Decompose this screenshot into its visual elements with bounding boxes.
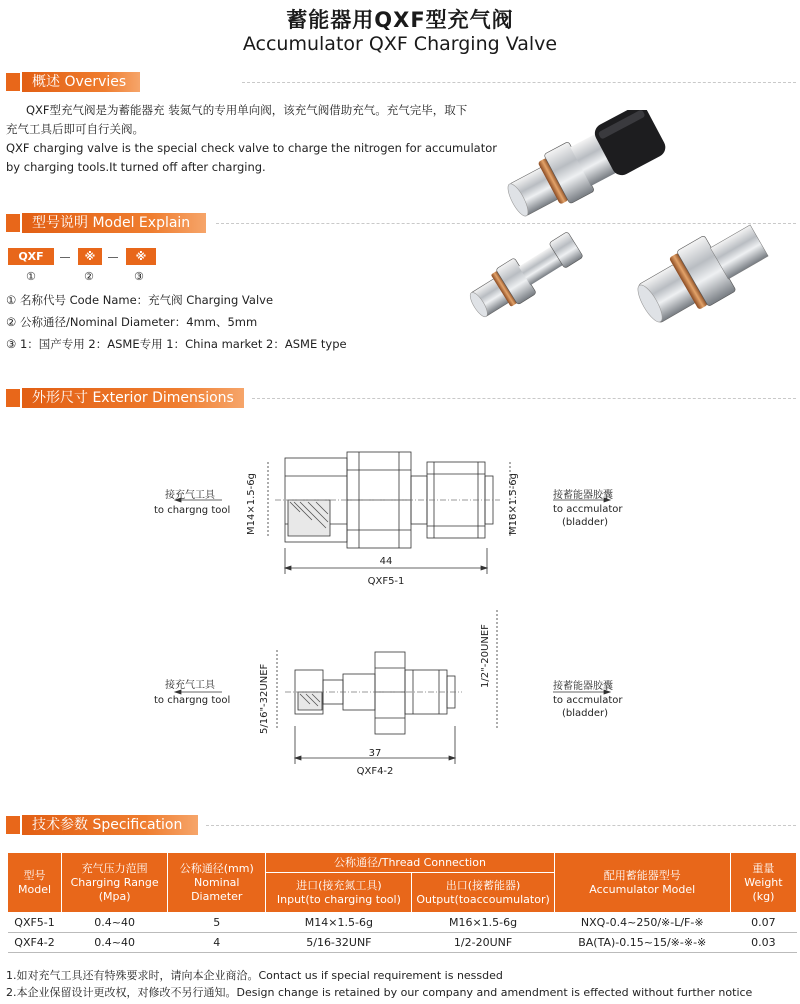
- drawing2-left-thread: 5/16"-32UNEF: [259, 663, 270, 734]
- section-divider: [242, 82, 796, 83]
- cell-output: 1/2-20UNF: [412, 933, 554, 953]
- th-diameter: [168, 853, 266, 913]
- th-input: [266, 873, 412, 913]
- model-line-2: ② 公称通径/Nominal Diameter：4mm、5mm: [6, 315, 258, 329]
- th-in-en: Input(to charging tool): [276, 892, 401, 906]
- drawing2-left-cn: 接充气工具: [165, 680, 215, 691]
- drawing2-length: 37: [368, 748, 382, 759]
- section-header-spec: [6, 815, 796, 835]
- drawing1-right-thread: M16×1.5-6g: [508, 473, 519, 535]
- cell-model: QXF5-1: [8, 913, 62, 933]
- section-marker: [6, 816, 20, 834]
- page-title-en: Accumulator QXF Charging Valve: [242, 33, 558, 55]
- th-w-en1: Weight: [744, 875, 783, 889]
- cell-weight: 0.07: [730, 913, 796, 933]
- section-title-model: 型号说明 Model Explain: [22, 213, 206, 233]
- th-acc-en: Accumulator Model: [589, 882, 696, 896]
- model-slot-2: ※: [78, 248, 102, 265]
- drawing1-left-en: to chargng tool: [154, 505, 231, 516]
- th-model-cn: 型号: [23, 868, 46, 882]
- drawing2-right-thread: 1/2"-20UNEF: [480, 624, 491, 688]
- th-model-en: Model: [18, 882, 52, 896]
- section-marker: [6, 214, 20, 232]
- th-dia-en1: Nominal: [193, 875, 240, 889]
- th-range: [62, 853, 168, 913]
- section-divider: [216, 223, 796, 224]
- th-acc-cn: 配用蓄能器型号: [603, 868, 681, 882]
- cell-input: 5/16-32UNF: [266, 933, 412, 953]
- model-line-1: ① 名称代号 Code Name：充气阀 Charging Valve: [6, 293, 274, 307]
- cell-range: 0.4~40: [62, 933, 168, 953]
- drawing1-left-cn: 接充气工具: [165, 490, 215, 501]
- section-header-model: [6, 213, 796, 233]
- valve-photo-1: [500, 110, 669, 227]
- overview-cn-line1: QXF型充气阀是为蓄能器充 装氮气的专用单向阀，该充气阀借助充气。充气完毕，取下: [26, 103, 468, 117]
- drawing1-right-cn: 接蓄能器胶囊: [553, 490, 613, 501]
- model-dash: [108, 257, 118, 258]
- section-marker: [6, 389, 20, 407]
- drawing1-right-en1: to accmulator: [553, 504, 623, 515]
- drawing-qxf4-2: [175, 610, 610, 764]
- cell-accumulator: BA(TA)-0.15~15/※-※-※: [554, 933, 730, 953]
- drawing2-name: QXF4-2: [356, 766, 394, 777]
- drawing1-left-thread: M14×1.5-6g: [246, 473, 257, 535]
- cell-output: M16×1.5-6g: [412, 913, 554, 933]
- th-w-cn: 重量: [752, 861, 775, 875]
- th-out-cn: 出口(接蓄能器): [445, 878, 521, 892]
- section-divider: [206, 825, 796, 826]
- model-slot-3: ※: [126, 248, 156, 265]
- cell-dia: 4: [168, 933, 266, 953]
- th-range-cn: 充气压力范围: [81, 861, 148, 875]
- section-title-spec: 技术参数 Specification: [22, 815, 198, 835]
- page-title-cn: 蓄能器用QXF型充气阀: [286, 8, 514, 32]
- th-range-en1: Charging Range: [70, 875, 159, 889]
- section-header-dimensions: [6, 388, 796, 408]
- cell-model: QXF4-2: [8, 933, 62, 953]
- th-w-en2: (kg): [752, 889, 775, 903]
- drawing2-left-en: to chargng tool: [154, 695, 231, 706]
- drawing2-right-en1: to accmulator: [553, 695, 623, 706]
- cell-input: M14×1.5-6g: [266, 913, 412, 933]
- th-accumulator: [554, 853, 730, 913]
- th-dia-en2: Diameter: [191, 889, 243, 903]
- overview-cn-line2: 充气工具后即可自行关阀。: [6, 122, 144, 136]
- drawing1-right-en2: (bladder): [562, 517, 609, 528]
- cell-weight: 0.03: [730, 933, 796, 953]
- model-num-2: ②: [84, 270, 94, 283]
- cell-dia: 5: [168, 913, 266, 933]
- section-marker: [6, 73, 20, 91]
- drawing1-name: QXF5-1: [367, 576, 405, 587]
- drawing2-right-cn: 接蓄能器胶囊: [553, 681, 613, 692]
- note-2: 2.本企业保留设计更改权，对修改不另行通知。Design change is retained by our company and amendment is effected without further notice: [6, 986, 753, 999]
- th-range-en2: (Mpa): [98, 889, 131, 903]
- overview-en-line2: by charging tools.It turned off after charging.: [6, 160, 266, 174]
- th-output: [412, 873, 554, 913]
- section-header-overview: [6, 72, 796, 92]
- model-line-3: ③ 1：国产专用 2：ASME专用 1：China market 2：ASME type: [6, 337, 347, 351]
- th-model: [8, 853, 62, 913]
- th-dia-cn: 公称通径(mm): [179, 861, 254, 875]
- table-row: [8, 913, 797, 933]
- table-header-row: [8, 853, 797, 873]
- drawing2-right-en2: (bladder): [562, 708, 609, 719]
- section-title-dimensions: 外形尺寸 Exterior Dimensions: [22, 388, 244, 408]
- spec-table: [7, 852, 797, 953]
- model-num-3: ③: [134, 270, 144, 283]
- note-1: 1.如对充气工具还有特殊要求时，请向本企业商洽。Contact us if special requirement is nessded: [6, 969, 503, 982]
- dimension-drawings: [0, 430, 800, 790]
- model-num-1: ①: [26, 270, 36, 283]
- overview-en-line1: QXF charging valve is the special check valve to charge the nitrogen for accumulator: [6, 141, 497, 155]
- model-dash: [60, 257, 70, 258]
- th-out-en: Output(toaccoumulator): [416, 892, 550, 906]
- cell-range: 0.4~40: [62, 913, 168, 933]
- th-thread: 公称通径/Thread Connection: [266, 853, 554, 873]
- section-title-overview: 概述 Overvies: [22, 72, 140, 92]
- cell-accumulator: NXQ-0.4~250/※-L/F-※: [554, 913, 730, 933]
- section-divider: [252, 398, 796, 399]
- model-prefix-box: QXF: [8, 248, 54, 265]
- th-weight: [730, 853, 796, 913]
- valve-photo-2: [463, 226, 586, 325]
- table-row: [8, 933, 797, 953]
- th-in-cn: 进口(接充氮工具): [296, 878, 382, 892]
- drawing1-length: 44: [379, 556, 393, 567]
